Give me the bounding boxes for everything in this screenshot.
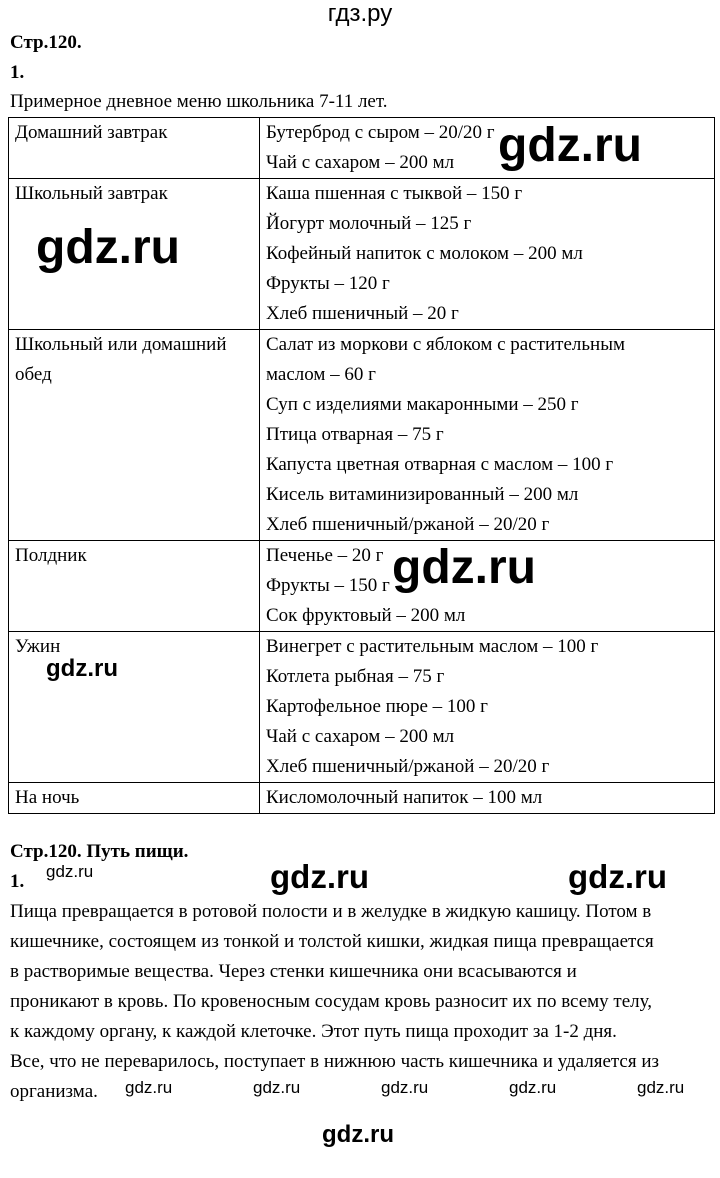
meal-cell [9, 783, 260, 814]
menu-item: Сок фруктовый – 200 мл [266, 605, 466, 626]
menu-item: Капуста цветная отварная с маслом – 100 г [266, 454, 614, 475]
items-cell [260, 330, 715, 541]
answer-line: проникают в кровь. По кровеносным сосудам кровь разносит их по всему телу, [10, 991, 652, 1012]
menu-item: Хлеб пшеничный/ржаной – 20/20 г [266, 756, 550, 777]
menu-item: Кисломолочный напиток – 100 мл [266, 787, 543, 808]
page-label: Стр.120. [10, 32, 82, 53]
meal-cell [9, 541, 260, 632]
menu-item: Чай с сахаром – 200 мл [266, 726, 455, 747]
answer-line: Все, что не переварилось, поступает в нижнюю часть кишечника и удаляется из [10, 1051, 660, 1072]
watermark: gdz.ru [392, 541, 536, 594]
menu-item: Бутерброд с сыром – 20/20 г [266, 122, 495, 143]
menu-item: маслом – 60 г [266, 364, 376, 385]
watermark: gdz.ru [509, 1078, 557, 1097]
answer-line: кишечнике, состоящем из тонкой и толстой кишки, жидкая пища превращается [10, 931, 654, 952]
items-cell [260, 632, 715, 783]
watermark: gdz.ru [322, 1121, 394, 1148]
items-cell [260, 179, 715, 330]
menu-item: Кисель витаминизированный – 200 мл [266, 484, 579, 505]
watermark: gdz.ru [46, 655, 118, 682]
answer-line: Пища превращается в ротовой полости и в желудке в жидкую кашицу. Потом в [10, 901, 652, 922]
meal-name: обед [15, 364, 52, 385]
table-row [9, 541, 715, 632]
task-number-2: 1. [10, 871, 25, 892]
watermark: gdz.ru [125, 1078, 173, 1097]
items-cell [260, 783, 715, 814]
meal-name: Домашний завтрак [15, 122, 168, 143]
menu-item: Суп с изделиями макаронными – 250 г [266, 394, 579, 415]
table-row [9, 783, 715, 814]
site-header: гдз.ру [327, 0, 393, 27]
menu-item: Каша пшенная с тыквой – 150 г [266, 183, 523, 204]
menu-item: Фрукты – 150 г [266, 575, 390, 596]
watermark: gdz.ru [637, 1078, 685, 1097]
meal-cell [9, 118, 260, 179]
section-title: Стр.120. Путь пищи. [10, 841, 189, 862]
watermark: gdz.ru [270, 858, 369, 895]
menu-item: Хлеб пшеничный/ржаной – 20/20 г [266, 514, 550, 535]
answer-line: к каждому органу, к каждой клеточке. Этот путь пища проходит за 1-2 дня. [10, 1021, 617, 1042]
answer-paragraph [10, 897, 710, 1107]
meal-name: Ужин [15, 636, 61, 657]
answer-line: организма. [10, 1081, 98, 1102]
meal-cell [9, 330, 260, 541]
watermark: gdz.ru [381, 1078, 429, 1097]
menu-item: Картофельное пюре – 100 г [266, 696, 488, 717]
menu-item: Птица отварная – 75 г [266, 424, 444, 445]
menu-item: Котлета рыбная – 75 г [266, 666, 445, 687]
watermark: gdz.ru [498, 119, 642, 172]
watermark: gdz.ru [46, 862, 94, 881]
menu-caption: Примерное дневное меню школьника 7-11 лет. [10, 91, 388, 112]
meal-name: На ночь [15, 787, 80, 808]
menu-item: Кофейный напиток с молоком – 200 мл [266, 243, 583, 264]
items-cell [260, 118, 715, 179]
menu-item: Фрукты – 120 г [266, 273, 390, 294]
meal-name: Школьный или домашний [15, 334, 227, 355]
task-number: 1. [10, 62, 25, 83]
menu-item: Хлеб пшеничный – 20 г [266, 303, 459, 324]
watermark: gdz.ru [36, 221, 180, 274]
menu-item: Чай с сахаром – 200 мл [266, 152, 455, 173]
meal-name: Школьный завтрак [15, 183, 168, 204]
menu-item: Винегрет с растительным маслом – 100 г [266, 636, 599, 657]
watermark: gdz.ru [568, 858, 667, 895]
menu-item: Йогурт молочный – 125 г [266, 213, 472, 234]
meal-name: Полдник [15, 545, 87, 566]
menu-item: Печенье – 20 г [266, 545, 384, 566]
answer-line: в растворимые вещества. Через стенки кишечника они всасываются и [10, 961, 577, 982]
watermark: gdz.ru [253, 1078, 301, 1097]
menu-item: Салат из моркови с яблоком с растительным [266, 334, 625, 355]
table-row [9, 330, 715, 541]
